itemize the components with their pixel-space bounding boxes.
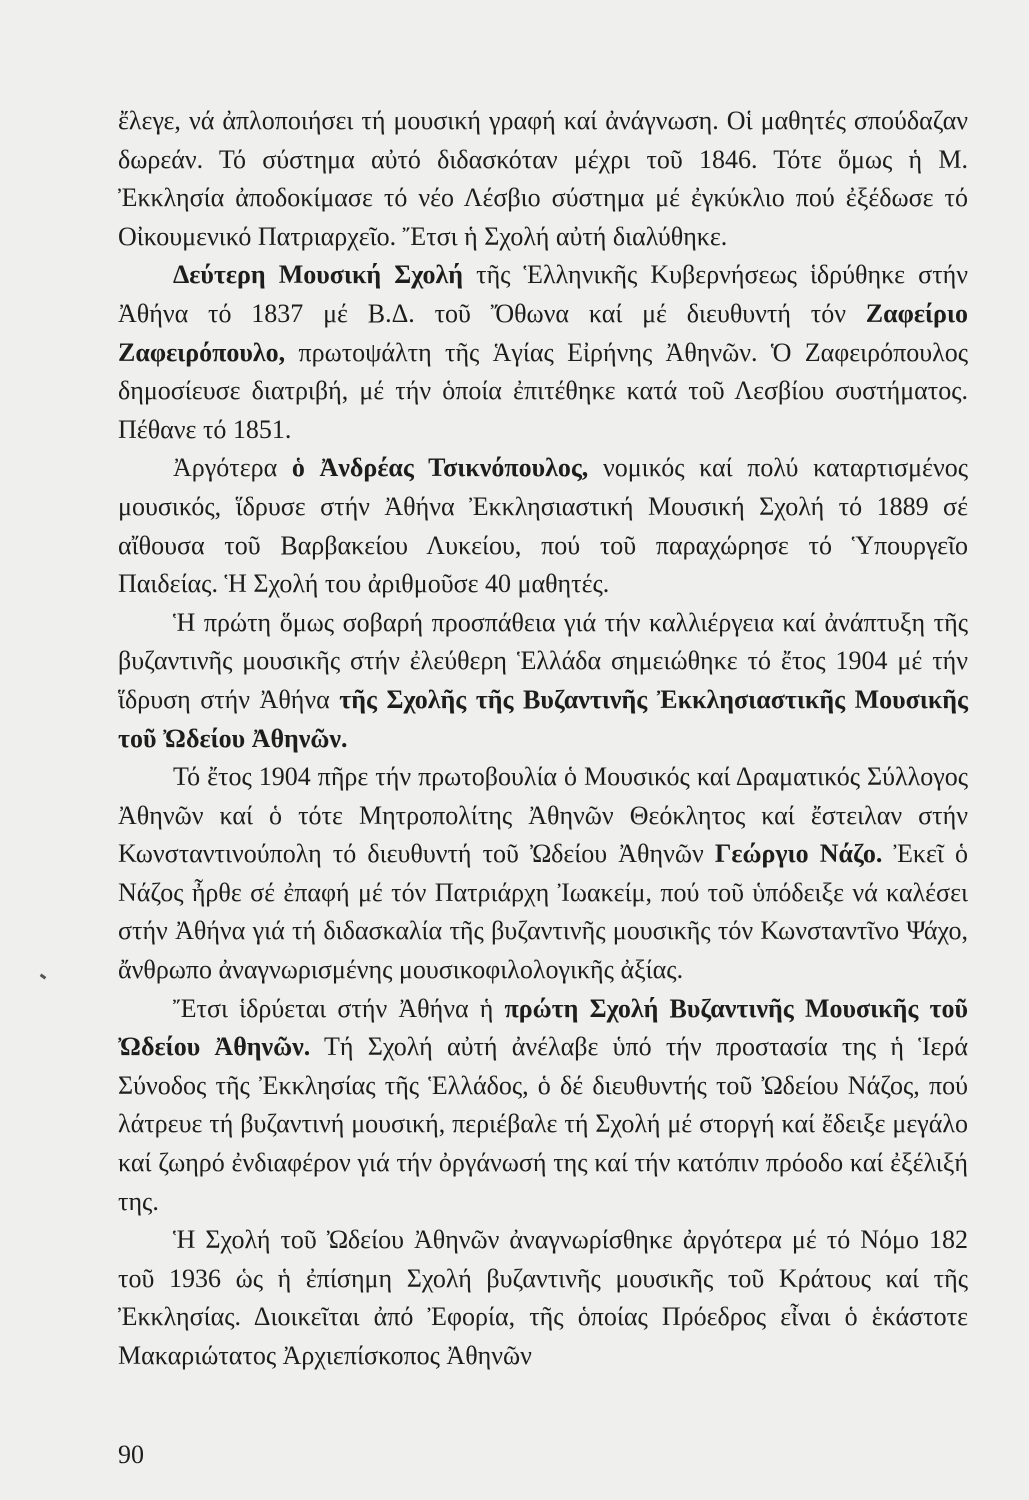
paragraph-p2 <box>118 256 968 449</box>
bold-text-segment: τῆς Σχολῆς τῆς Βυζαντινῆς Ἐκκλησιαστικῆς Μουσικῆς τοῦ Ὠδείου Ἀθηνῶν. <box>118 684 968 753</box>
paragraph-p5 <box>118 758 968 990</box>
text-segment: ἔλεγε, νά ἀπλοποιήσει τή μουσική γραφή καί ἀνάγνωση. Οἱ μαθητές σπούδαζαν δωρεάν. Τό σύστημα αὐτό διδασκόταν μέχρι τοῦ 1846. Τότε ὅμως ἡ Μ. Ἐκκλησία ἀποδοκίμασε τό νέο Λέσβιο σύστημα μέ ἐγκύκλιο πού ἐξέδωσε τό Οἰκουμενικό Πατριαρχεῖο. Ἔτσι ἡ Σχολή αὐτή διαλύθηκε. <box>118 106 968 251</box>
text-segment: τῆς Ἑλληνικῆς Κυβερνήσεως ἱδρύθηκε στήν Ἀθήνα τό 1837 μέ Β.Δ. τοῦ Ὄθωνα καί μέ διευθυντή τόν <box>118 260 968 328</box>
text-segment: Ἡ πρώτη ὅμως σοβαρή προσπάθεια γιά τήν καλλιέργεια καί ἀνάπτυξη τῆς βυζαντινῆς μουσικῆς στήν ἐλεύθερη Ἑλλάδα σημειώθηκε τό ἔτος 1904 μέ τήν ἵδρυση στήν Ἀθήνα <box>118 607 968 714</box>
body-text <box>118 102 968 1376</box>
text-segment: Τή Σχολή αὐτή ἀνέλαβε ὑπό τήν προστασία της ἡ Ἱερά Σύνοδος τῆς Ἐκκλησίας τῆς Ἑλλάδος, ὁ δέ διευθυντής τοῦ Ὠδείου Νάζος, πού λάτρευε τή βυζαντινή μουσική, περιέβαλε τή Σχολή μέ στοργή καί ἔδειξε μεγάλο καί ζωηρό ἐνδιαφέρον γιά τήν ὀργάνωσή της καί τήν κατόπιν πρόοδο καί ἐξέλιξή της. <box>118 1032 968 1216</box>
paragraph-p7 <box>118 1221 968 1375</box>
text-segment: πρωτοψάλτη τῆς Ἁγίας Εἰρήνης Ἀθηνῶν. Ὁ Ζαφειρόπουλος δημοσίευσε διατριβή, μέ τήν ὁποία ἐπιτέθηκε κατά τοῦ Λεσβίου συστήματος. Πέθανε τό 1851. <box>118 337 968 444</box>
text-segment: νομικός καί πολύ καταρτισμένος μουσικός, ἵδρυσε στήν Ἀθήνα Ἐκκλησιαστική Μουσική Σχολή τό 1889 σέ αἴθουσα τοῦ Βαρβακείου Λυκείου, πού τοῦ παραχώρησε τό Ὑπουργεῖο Παιδείας. Ἡ Σχολή του ἀριθμοῦσε 40 μαθητές. <box>118 453 968 599</box>
paragraph-p6 <box>118 990 968 1222</box>
text-segment: Τό ἔτος 1904 πῆρε τήν πρωτοβουλία ὁ Μουσικός καί Δραματικός Σύλλογος Ἀθηνῶν καί ὁ τότε Μητροπολίτης Ἀθηνῶν Θεόκλητος καί ἔστειλαν στήν Κωνσταντινούπολη τό διευθυντή τοῦ Ὠδείου Ἀθηνῶν <box>118 762 968 869</box>
bold-text-segment: Δεύτερη Μουσική Σχολή <box>173 260 464 290</box>
paragraph-p1 <box>118 102 968 256</box>
paragraph-p3 <box>118 449 968 603</box>
page-number: 90 <box>118 1440 144 1469</box>
bold-text-segment: ὁ Ἀνδρέας Τσικνόπουλος, <box>291 453 589 483</box>
bold-text-segment: Γεώργιο Νάζο. <box>714 839 883 869</box>
bold-text-segment: Ζαφείριο Ζαφειρόπουλο, <box>118 298 968 367</box>
text-segment: Ἔτσι ἱδρύεται στήν Ἀθήνα ἡ <box>173 993 505 1023</box>
text-segment: Ἡ Σχολή τοῦ Ὠδείου Ἀθηνῶν ἀναγνωρίσθηκε ἀργότερα μέ τό Νόμο 182 τοῦ 1936 ὡς ἡ ἐπίσημη Σχολή βυζαντινῆς μουσικῆς τοῦ Κράτους καί τῆς Ἐκκλησίας. Διοικεῖται ἀπό Ἐφορία, τῆς ὁποίας Πρόεδρος εἶναι ὁ ἑκάστοτε Μακαριώτατος Ἀρχιεπίσκοπος Ἀθηνῶν <box>118 1225 968 1370</box>
text-segment: Ἐκεῖ ὁ Νάζος ἦρθε σέ ἐπαφή μέ τόν Πατριάρχη Ἰωακείμ, πού τοῦ ὑπόδειξε νά καλέσει στήν Ἀθήνα γιά τή διδασκαλία τῆς βυζαντινῆς μουσικῆς τόν Κωνσταντῖνο Ψάχο, ἄνθρωπο ἀναγνωρισμένης μουσικοφιλολογικῆς ἀξίας. <box>118 839 968 985</box>
paragraph-p4 <box>118 604 968 758</box>
bold-text-segment: πρώτη Σχολή Βυζαντινῆς Μουσικῆς τοῦ Ὠδείου Ἀθηνῶν. <box>118 993 968 1062</box>
scan-speck <box>40 974 47 980</box>
text-segment: Ἀργότερα <box>173 453 292 483</box>
